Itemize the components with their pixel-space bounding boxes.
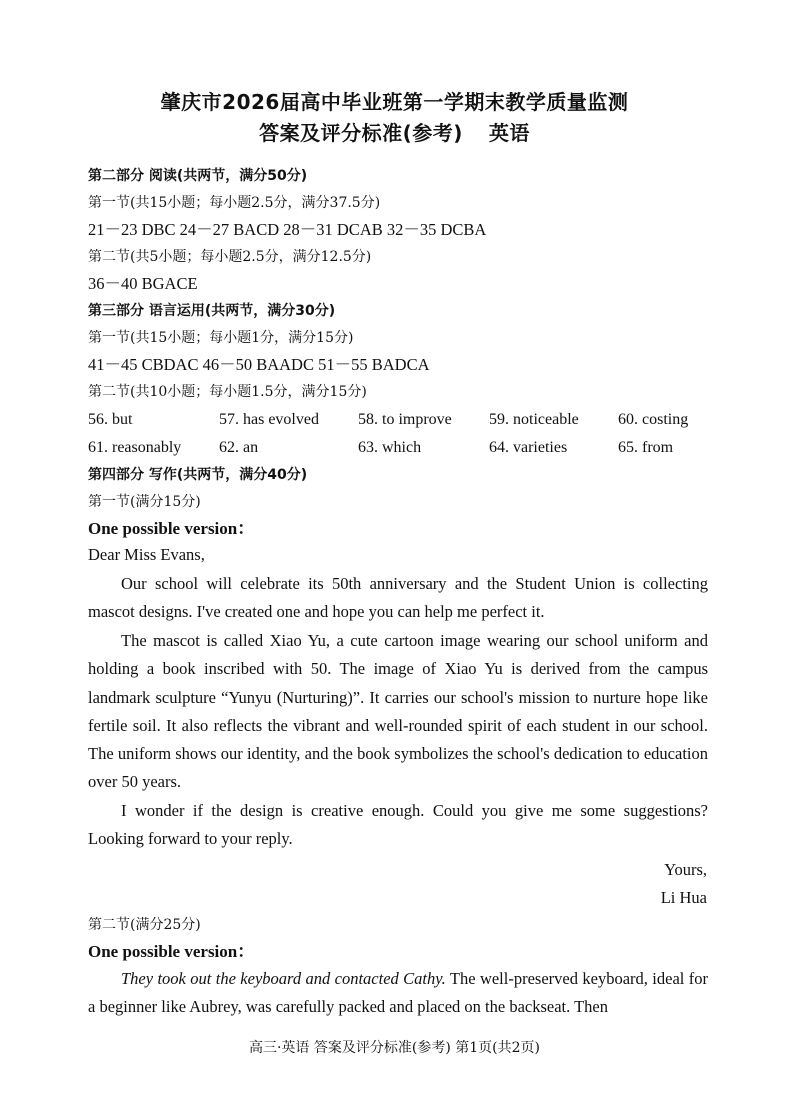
- page-subtitle: [0, 117, 789, 146]
- page-footer: 高三·英语 答案及评分标准(参考) 第1页(共2页): [248, 1040, 540, 1056]
- fill-answer: 60. costing: [618, 411, 689, 428]
- fill-answer: 62. an: [219, 439, 259, 456]
- part2-section2-heading: 第二节(共5小题；每小题2.5分，满分12.5分): [88, 249, 372, 265]
- part3-section2-heading: 第二节(共10小题；每小题1.5分，满分15分): [88, 384, 367, 400]
- fill-answer: 59. noticeable: [489, 411, 579, 428]
- letter-paragraph-1: Our school will celebrate its 50th anniversary and the Student Union is collecting mascot designs. I've created one and hope you can help me perfect it.: [88, 574, 708, 622]
- part3-heading: 第三部分 语言运用(共两节，满分30分): [88, 303, 336, 319]
- part2-section2-answers: 36－40 BGACE: [88, 274, 198, 293]
- page-title: 肇庆市2026届高中毕业班第一学期末教学质量监测: [160, 90, 629, 114]
- letter-closing: Yours,: [664, 860, 707, 879]
- fill-answer: 65. from: [618, 439, 674, 456]
- subtitle-subject: 英语: [488, 121, 530, 145]
- continuation-text: The well-preserved keyboard, ideal for a beginner like Aubrey, was carefully packed and placed on the backseat. Then: [88, 969, 708, 1017]
- part4-heading: 第四部分 写作(共两节，满分40分): [88, 467, 308, 483]
- part2-heading: 第二部分 阅读(共两节，满分50分): [88, 168, 308, 184]
- continuation-paragraph: [88, 965, 708, 1022]
- letter-signature: Li Hua: [660, 888, 707, 907]
- continuation-opening-sentence: They took out the keyboard and contacted Cathy.: [121, 969, 446, 988]
- version-label-2: One possible version：: [88, 942, 255, 961]
- fill-answer: 63. which: [358, 439, 422, 456]
- part4-section1-heading: 第一节(满分15分): [88, 494, 201, 510]
- fill-answer: 57. has evolved: [219, 411, 319, 428]
- part3-section1-heading: 第一节(共15小题；每小题1分，满分15分): [88, 330, 354, 346]
- fill-answer: 64. varieties: [489, 439, 568, 456]
- letter-greeting: Dear Miss Evans,: [88, 545, 205, 564]
- part2-section1-answers: 21－23 DBC 24－27 BACD 28－31 DCAB 32－35 DCBA: [88, 220, 487, 239]
- letter-paragraph-3: I wonder if the design is creative enough. Could you give me some suggestions? Looking forward to your reply.: [88, 801, 708, 849]
- part4-section2-heading: 第二节(满分25分): [88, 917, 201, 933]
- fill-answer: 58. to improve: [358, 411, 452, 428]
- part2-section1-heading: 第一节(共15小题；每小题2.5分，满分37.5分): [88, 195, 381, 211]
- subtitle-answer-key: 答案及评分标准(参考): [259, 121, 463, 145]
- fill-answer: 56. but: [88, 411, 133, 428]
- part3-section1-answers: 41－45 CBDAC 46－50 BAADC 51－55 BADCA: [88, 355, 430, 374]
- letter-paragraph-2: The mascot is called Xiao Yu, a cute cartoon image wearing our school uniform and holding a book inscribed with 50. The image of Xiao Yu is derived from the campus landmark sculpture “Yunyu (Nurturing)”. It carries our school's mission to nurture hope like fertile soil. It also reflects the vibrant and well-rounded spirit of each student in our school. The uniform shows our identity, and the book symbolizes the school's dedication to education over 50 years.: [88, 631, 708, 792]
- fill-answer: 61. reasonably: [88, 439, 182, 456]
- version-label: One possible version：: [88, 519, 255, 538]
